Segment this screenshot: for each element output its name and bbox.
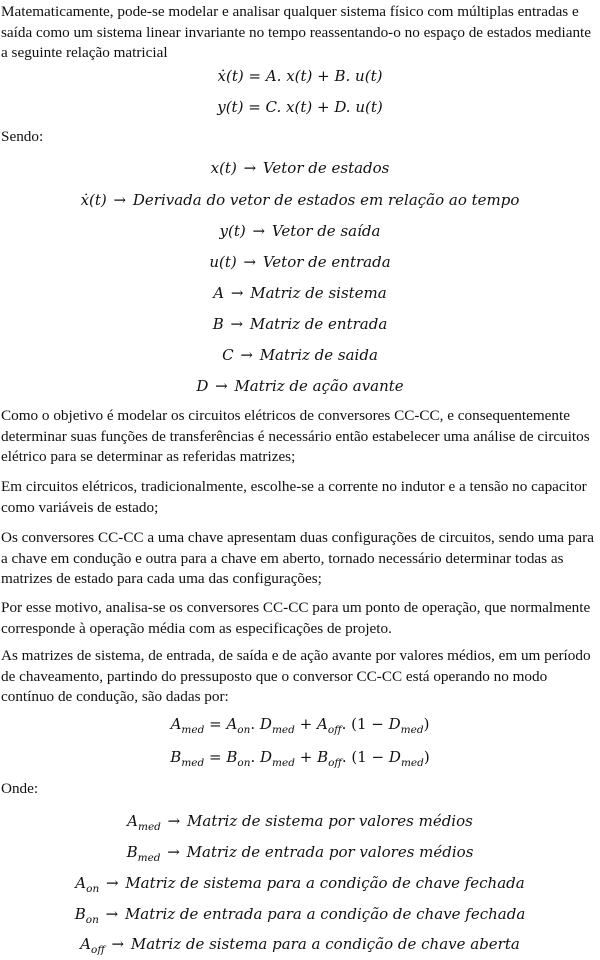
arrow-icon: → — [162, 812, 186, 830]
math-term: A — [316, 715, 328, 733]
average-definition-row — [0, 934, 600, 960]
math-term: Matriz de sistema — [250, 284, 387, 302]
subscript: on — [237, 724, 251, 736]
math-term: B — [317, 748, 329, 766]
math-term: . (1 − — [341, 748, 389, 766]
math-term: + — [294, 748, 318, 766]
math-term: A — [80, 935, 91, 953]
math-term: B — [212, 315, 224, 333]
subscript: on — [237, 757, 251, 769]
onde-label: Onde: — [1, 780, 39, 797]
definition-row — [0, 190, 600, 210]
arrow-icon: → — [210, 377, 233, 395]
math-term: + — [294, 715, 317, 733]
definition-row — [0, 376, 600, 396]
subscript: med — [400, 757, 424, 769]
average-definition-row — [0, 842, 600, 868]
arrow-icon: → — [108, 191, 131, 209]
average-matrices-paragraph: As matrizes de sistema, de entrada, de saída e de ação avante por valores médios, em um período de chaveamento, partindo do pressuposto que o conversor CC-CC está operando no modo contínuo de condução, são dadas por: — [1, 647, 591, 705]
math-term: A — [226, 715, 238, 733]
math-term: Matriz de ação avante — [234, 377, 404, 395]
definition-row — [0, 252, 600, 272]
definition-row — [0, 158, 600, 178]
math-term: D — [260, 748, 273, 766]
math-term: Derivada do vetor de estados em relação ao tempo — [132, 191, 520, 209]
subscript: med — [400, 724, 424, 736]
math-term: = — [204, 715, 227, 733]
state-variables-paragraph: Em circuitos elétricos, tradicionalmente, escolhe-se a corrente no indutor e a tensão no capacitor como variáveis de estado; — [1, 478, 587, 516]
math-term: A — [127, 812, 138, 830]
sendo-label: Sendo: — [1, 128, 44, 145]
output-equation: y(t) = C. x(t) + D. u(t) — [217, 98, 383, 116]
math-term: . — [250, 748, 261, 766]
arrow-icon: → — [100, 905, 123, 923]
math-term: Matriz de entrada por valores médios — [186, 843, 474, 861]
math-term: u(t) — [209, 253, 237, 271]
intro-paragraph: Matematicamente, pode-se modelar e analisar qualquer sistema físico com múltiplas entradas e saída como um sistema linear invariante no tempo reassentando-o no espaço de estados mediante a seguinte relação matricial — [1, 3, 592, 61]
math-term: A — [75, 874, 87, 892]
converters-paragraph: Os conversores CC-CC a uma chave apresentam duas configurações de circuitos, sendo uma para a chave em condução e outra para a chave em aberto, tornado necessário determinar todas as matrizes de estado para cada uma das configurações; — [1, 529, 594, 587]
math-term: D — [388, 715, 401, 733]
arrow-icon: → — [106, 935, 129, 953]
math-term: . — [250, 715, 260, 733]
math-term: A — [213, 284, 225, 302]
math-term: D — [259, 715, 272, 733]
arrow-icon: → — [238, 159, 261, 177]
math-term: Matriz de sistema para a condição de chave fechada — [125, 874, 525, 892]
arrow-icon: → — [247, 222, 270, 240]
arrow-icon: → — [162, 843, 185, 861]
average-definition-row — [0, 811, 600, 837]
math-term: B — [170, 748, 182, 766]
math-term: Matriz de entrada — [249, 315, 388, 333]
math-term: B — [74, 905, 86, 923]
math-term: A — [170, 715, 182, 733]
math-term: x(t) — [210, 159, 237, 177]
arrow-icon: → — [235, 346, 258, 364]
objective-paragraph: Como o objetivo é modelar os circuitos elétricos de conversores CC-CC, e consequentemente determinar suas funções de transferências é necessário então estabelecer uma análise de circuitos elétrico para se determinar as referidas matrizes; — [1, 407, 590, 465]
math-term: Vetor de estados — [262, 159, 390, 177]
definition-row — [0, 283, 600, 303]
definition-row — [0, 314, 600, 334]
definition-row — [0, 221, 600, 241]
subscript: off — [91, 944, 105, 956]
definition-row — [0, 345, 600, 365]
subscript: off — [328, 757, 342, 769]
state-equation: ẋ(t) = A. x(t) + B. u(t) — [217, 67, 383, 85]
math-term: B — [226, 748, 238, 766]
math-term: = — [204, 748, 227, 766]
math-term: Vetor de entrada — [262, 253, 391, 271]
math-term: ) — [423, 748, 430, 766]
subscript: on — [86, 883, 100, 895]
subscript: med — [137, 852, 161, 864]
average-a-equation — [0, 714, 600, 740]
math-term: Matriz de sistema para a condição de chave aberta — [130, 935, 520, 953]
math-term: B — [126, 843, 138, 861]
subscript: on — [85, 914, 99, 926]
arrow-icon: → — [101, 874, 124, 892]
operating-point-paragraph: Por esse motivo, analisa-se os conversores CC-CC para um ponto de operação, que normalmente corresponde à operação média com as especificações de projeto. — [1, 599, 591, 637]
math-term: C — [222, 346, 234, 364]
average-definition-row — [0, 904, 600, 930]
math-term: . (1 − — [341, 715, 389, 733]
subscript: med — [272, 757, 295, 769]
arrow-icon: → — [226, 284, 249, 302]
math-term: Vetor de saída — [271, 222, 381, 240]
arrow-icon: → — [238, 253, 261, 271]
math-term: Matriz de entrada para a condição de chave fechada — [124, 905, 526, 923]
subscript: med — [181, 757, 205, 769]
subscript: med — [271, 724, 295, 736]
math-term: ) — [423, 715, 430, 733]
math-term: Matriz de sistema por valores médios — [187, 812, 473, 830]
math-term: y(t) — [219, 222, 246, 240]
math-term: ẋ(t) — [80, 191, 107, 209]
average-definition-row — [0, 873, 600, 899]
math-term: D — [196, 377, 209, 395]
subscript: med — [181, 724, 205, 736]
subscript: off — [327, 724, 342, 736]
average-b-equation — [0, 747, 600, 773]
arrow-icon: → — [225, 315, 248, 333]
math-term: D — [388, 748, 401, 766]
subscript: med — [138, 821, 161, 833]
math-term: Matriz de saida — [259, 346, 378, 364]
